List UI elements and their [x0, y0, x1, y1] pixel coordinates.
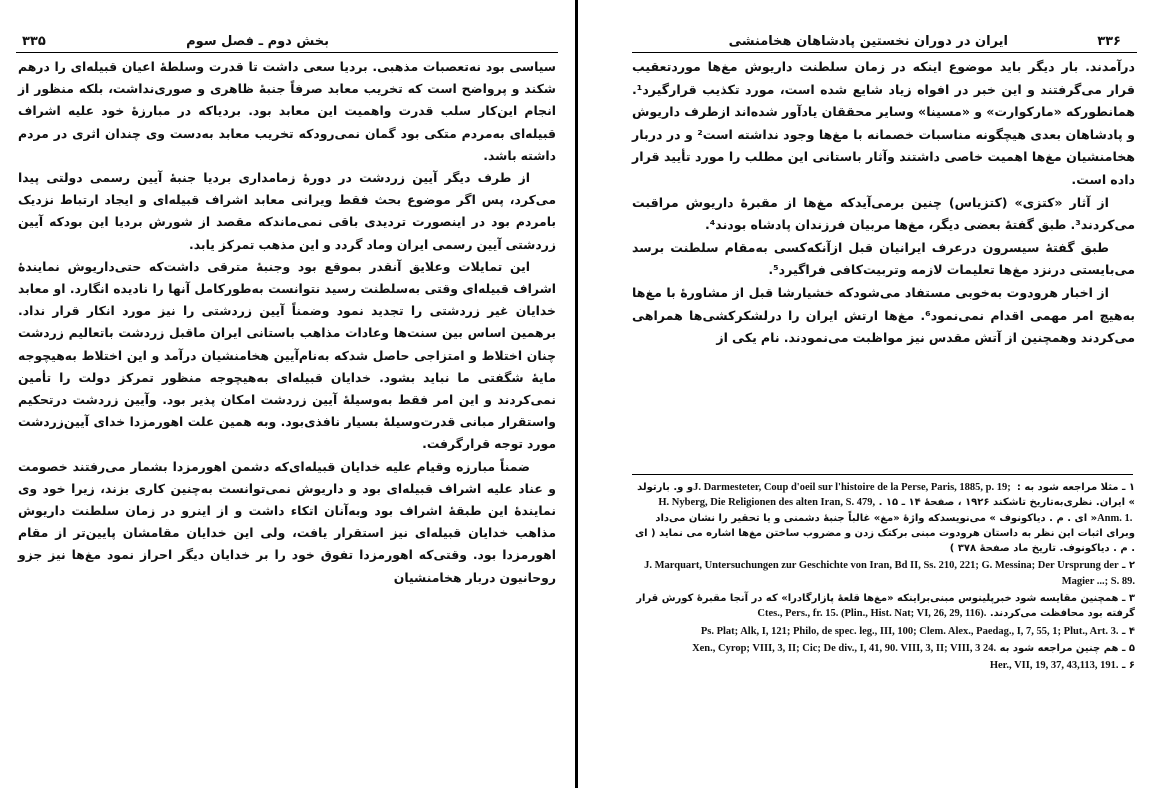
- paragraph: ضمناً مبارزه وقیام علیه خدایان قبیله‌ای‌که دشمن اهورمزدا بشمار می‌رفتند خصومت و عناد علیه اشراف قبیله‌ای بود و داریوش نمی‌توانست به‌چنین کاری بزند، زیرا خود وی نمایندهٔ این طبقهٔ اشراف بود وبه‌آنان اتکاء داشت و از اینرو در زمان سلطنت داریوش مذاهب خدایان قبیله‌ای نیز استقرار یافت، ولی این خدایان مقامشان پایین‌تر از مقام اهورمزدا بود. وقتی‌که اهورمزدا تفوق خود را بر خدایان دیگر احراز نمود مغ‌ها نیز جزو روحانیون دربار هخامنشیان: [18, 458, 556, 585]
- footnote-number: ۲ ـ: [1118, 560, 1135, 572]
- footnote-text: همچنین مقایسه شود خبرپلینوس مبنی‌براینکه «مغ‌ها قلعهٔ پازارگادرا» که در آنجا مقبرهٔ کورش قرار گرفته بود محافظت می‌کردند.: [636, 593, 1135, 620]
- footnote-citation: J. Marquart, Untersuchungen zur Geschichte von Iran, Bd II, Ss. 210, 221; G. Messina; Der Ursprung der Magier ...; S. 89.: [644, 560, 1135, 587]
- book-gutter: [574, 0, 590, 788]
- header-rule: [16, 52, 558, 53]
- body-text: [18, 56, 556, 589]
- footnote: [634, 641, 1135, 656]
- paragraph: این تمایلات وعلایق آنقدر بموقع بود وجنبهٔ مترقی داشت‌که حتی‌داریوش نمایندهٔ اشراف قبیله‌ای وقتی به‌سلطنت رسید نتوانست به‌طورکامل آنها را نادیده انگارد. او معابد خدایان غیر زردشتی را تجدید نمود وضمناً آیین زردشتی را نیز مورد انکار قرار نداد. برهمین اساس بین سنت‌ها وعادات مذاهب باستانی ایران ماقبل زردشت باتعالیم زردشت چنان اختلاط و امتزاجی حاصل شدکه به‌نام‌آیین هخامنشیان درآمد و این اختلاط به‌هیچوجه مایهٔ شگفتی ما نباید بشود. خدایان قبیله‌ای به‌هیچوجه منظور تمرکز دولت را تأمین نمی‌کردند و این امر فقط به‌وسیلهٔ آیین زردشت امکان پذیر بود. وآیین زردشت درتحکیم واستقرار مبانی قدرت‌وسیلهٔ بسیار نافذی‌بود. وبه همین علت اهورمزدا خدای آیین‌زردشت مورد توجه قرارگرفت.: [18, 258, 556, 452]
- paragraph: طبق گفتهٔ سیسرون درعرف ایرانیان قبل ازآنکه‌کسی به‌مقام سلطنت برسد می‌بایستی درنزد مغ‌ها تعلیمات لازمه وتربیت‌کافی فراگیرد⁵.: [632, 239, 1135, 278]
- paragraph: از اخبار هرودوت به‌خوبی مستفاد می‌شودکه خشیارشا قبل از مشاورهٔ با مغ‌ها به‌هیچ امر مهمی اقدام نمی‌نمود⁶. مغ‌ها ارتش ایران را درلشکرکشی‌ها همراهی می‌کردند وهمچنین از آتش مقدس نیز مواظبت می‌نمودند. نام یکی از: [632, 284, 1135, 346]
- paragraph: از طرف دیگر آیین زردشت در دورهٔ زمامداری بردیا جنبهٔ آیین رسمی دولتی پیدا می‌کرد، پس اگر موضوع بحث فقط ویرانی معابد اشراف قبیله‌ای و ایجاد ارتباط نزدیک بامردم بود در اینصورت تردیدی باقی نمی‌ماندکه مقصد از شورش بردیا این بودکه آیین زردشتی آیین رسمی ایران وماد گردد و این مذهب تمرکز یابد.: [18, 170, 556, 252]
- left-page: [0, 0, 574, 788]
- footnote-citation: Ctes., Pers., fr. 15. (Plin., Hist. Nat; VI, 26, 29, 116).: [757, 608, 987, 620]
- footnote-citation: J. Darmesteter, Coup d'oeil sur l'histoire de la Perse, Paris, 1885, p. 19;: [693, 482, 1014, 493]
- running-head: ایران در دوران نخستین پادشاهان هخامنشی: [728, 34, 1008, 49]
- footnote-number: ۴ ـ: [1118, 625, 1135, 637]
- footnote-number: ۵ ـ: [1118, 642, 1135, 654]
- footnote-number: ۱ ـ: [1118, 482, 1135, 493]
- page-number: ۳۳۵: [22, 34, 46, 49]
- footnote: [634, 558, 1135, 589]
- footnote-text: هم چنین مراجعه شود به: [996, 642, 1119, 654]
- right-page: [590, 0, 1153, 788]
- paragraph: از آثار «کتزی» (کتزیاس) چنین برمی‌آیدکه مغ‌ها از مقبرهٔ داریوش مراقبت می‌کردند³. طبق گفتهٔ بعضی دیگر، مغ‌ها مربیان فرزندان پادشاه بودند⁴.: [632, 194, 1135, 233]
- footnote-citation: Xen., Cyrop; VIII, 3, II; Cic; De div., I, 41, 90. VIII, 3, II; VIII, 3 24.: [692, 642, 997, 654]
- footnote-citation: Her., VII, 19, 37, 43,113, 191.: [989, 660, 1119, 672]
- footnote: [634, 480, 1135, 556]
- page-header: [0, 26, 574, 52]
- footnote-text: و و. بارتولد » ایران. نظری‌به‌تاریخ تاشکند ۱۹۲۶ ، صفحهٔ ۱۴ ـ ۱۵ .: [637, 482, 1135, 509]
- page-number: ۳۳۶: [1097, 34, 1121, 49]
- footnote-text: مثلا مراجعه شود به :: [1013, 482, 1119, 493]
- footnote-number: ۳ ـ: [1118, 593, 1135, 605]
- running-head: بخش دوم ـ فصل سوم: [186, 34, 329, 49]
- header-rule: [632, 52, 1137, 53]
- footnote-text: « ای . م . دیاکونوف » می‌نویسدکه واژهٔ «مغ» غالباً جنبهٔ دشمنی و یا تحقیر را نشان می‌داد وبرای اثبات این نظر به داستان هرودوت مبنی برکتک زدن و مضروب ساختن مغ‌ها اشاره می نماید ( ای . م . دیاکونوف. تاریخ ماد صفحهٔ ۳۷۸ ): [634, 512, 1135, 555]
- footnote-citation: Ps. Plat; Alk, I, 121; Philo, de spec. leg., III, 100; Clem. Alex., Paedag., I, 7, 55, 1; Plut., Art. 3.: [700, 625, 1119, 637]
- footnote-citation: H. Nyberg, Die Religionen des alten Iran, S. 479, Anm. 1.: [658, 497, 1135, 524]
- paragraph: درآمدند. بار دیگر باید موضوع اینکه در زمان سلطنت داریوش مغ‌ها موردتعقیب قرار می‌گرفتند و این خبر در افواه زیاد شایع شده است، مورد تکذیب قرارگیرد¹. همانطورکه «مارکوارت» و «مسینا» وسایر محققان یادآور شده‌اند ازطرف داریوش و پادشاهان بعدی هیچگونه مناسبات خصمانه با مغ‌ها وجود نداشته است² و در دربار هخامنشیان مغ‌ها اهمیت خاصی داشتند وآثار باستانی این مطلب را مورد تأیید قرار داده است.: [632, 59, 1135, 187]
- body-text: [632, 56, 1135, 350]
- footnote-rule: [632, 474, 1133, 475]
- footnote: [634, 658, 1135, 673]
- footnotes: [634, 480, 1135, 676]
- footnote: [634, 591, 1135, 622]
- page-header: [590, 26, 1153, 52]
- paragraph: سیاسی بود نه‌تعصبات مذهبی. بردیا سعی داشت تا قدرت وسلطهٔ اعیان قبیله‌ای را درهم شکند و پرواضح است که تخریب معابد صرفاً جنبهٔ ظاهری و صوری‌نداشت، بلکه منظور از انجام این‌کار سلب قدرت واهمیت این معابد بود. بردیاکه در مبارزهٔ خود علیه اشراف قبیله‌ای به‌مردم متکی بود گمان نمی‌رودکه تخریب معابد به‌دست وی چندان اثری در مردم داشته باشد.: [18, 59, 556, 163]
- footnote: [634, 624, 1135, 639]
- footnote-number: ۶ ـ: [1118, 660, 1135, 672]
